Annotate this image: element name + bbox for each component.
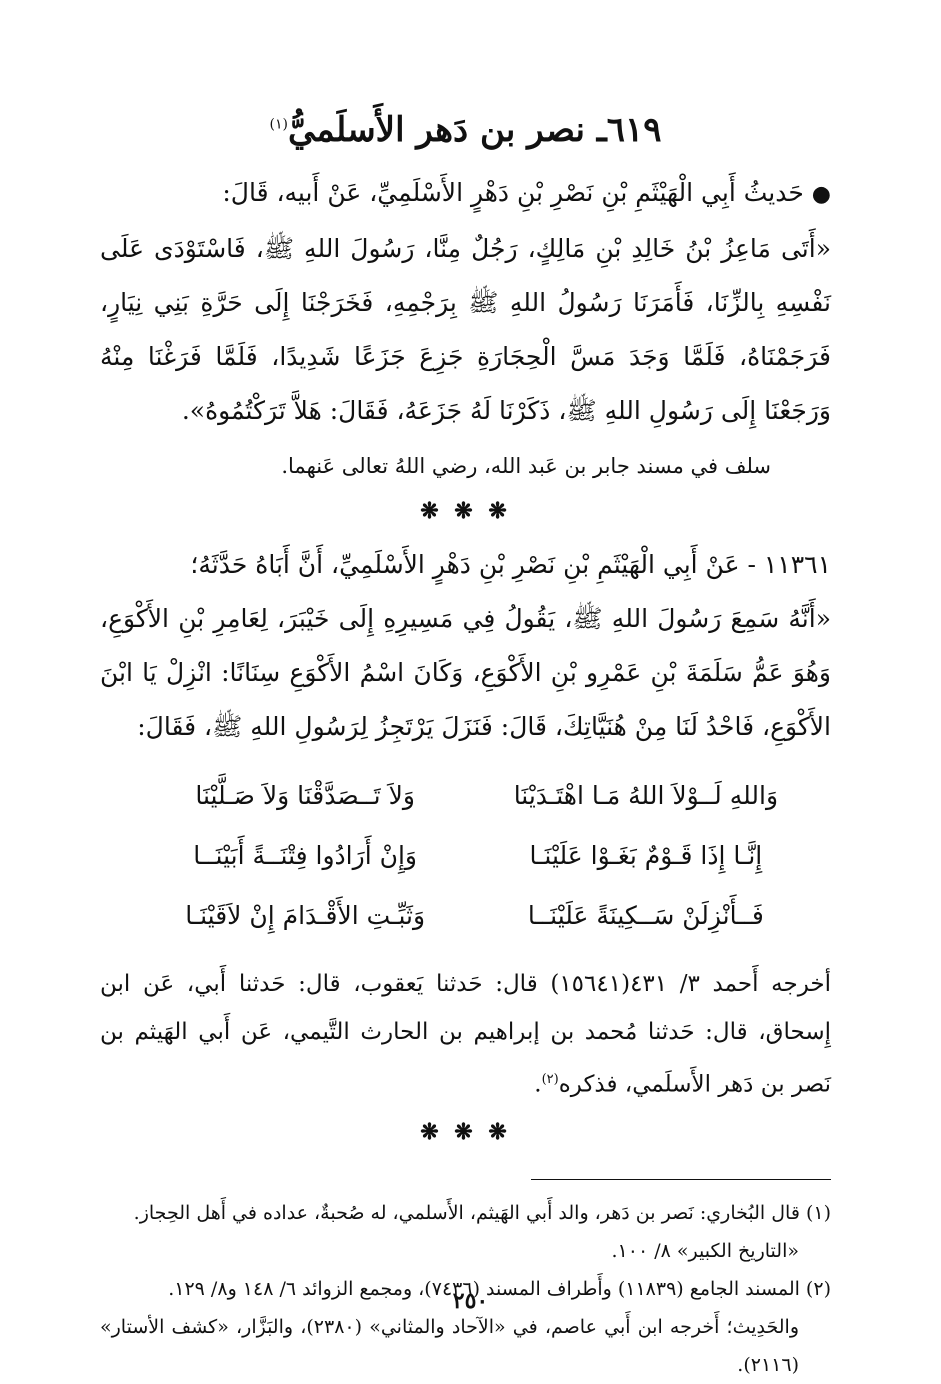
poem-verse — [100, 826, 831, 886]
poem-verse — [100, 766, 831, 826]
hadith-intro-text: عَنْ أَبِي الْهَيْثَمِ بْنِ نَصْرِ بْنِ دَهْرٍ الأَسْلَمِيِّ، أَنَّ أَبَاهُ حَدَّثَهُ؛ — [190, 550, 740, 580]
bullet-icon: ● — [811, 182, 831, 208]
takhrij-end: . — [534, 1071, 542, 1098]
takhrij-footnote-ref: (٢) — [541, 1072, 559, 1088]
page-number: ٢٥٠ — [452, 1288, 489, 1314]
title-footnote-ref: (١) — [269, 116, 288, 133]
hadith-number: ١١٣٦١ - — [747, 550, 831, 580]
poem-verse — [100, 886, 831, 946]
section-separator: ❋ ❋ ❋ — [420, 498, 511, 525]
footnote-2-continuation: والحَدِيث؛ أَخرجه ابن أَبي عاصم، في «الآحاد والمثاني» (٢٣٨٠)، والبَزَّار، «كشف الأستار» (٢١١٦). — [100, 1315, 799, 1376]
poem-second-hemistich: وَثَبِّـتِ الأَقْـدَامَ إِنْ لاَقَيْنَـا — [185, 901, 426, 931]
takhrij-body: أخرجه أَحمد ٣/ ٤٣١(١٥٦٤١) قال: حَدثنا يَعقوب، قال: حَدثنا أَبي، عَن ابن إِسحاق، قال: حَدثنا مُحمد بن إبراهيم بن الحارث التَّيمي، عَن أَبي الهَيثم بن نَصر بن دَهر الأَسلَمي، فذكره — [100, 971, 831, 1098]
poem-first-hemistich: إِنَّـا إِذَا قَـوْمٌ بَغَـوْا عَلَيْنَـا — [529, 841, 763, 871]
poem-second-hemistich: وَإِنْ أَرَادُوا فِتْنَــةً أَبَيْنَــا — [193, 841, 417, 871]
section-separator: ❋ ❋ ❋ — [420, 1118, 511, 1145]
entry-title-text: ٦١٩ـ نصر بن دَهر الأَسلَميُّ — [287, 110, 662, 150]
footnote-1-continuation: «التاريخ الكبير» ٨/ ١٠٠. — [611, 1239, 799, 1262]
footnote-divider — [531, 1179, 831, 1180]
takhrij-text — [100, 960, 831, 1109]
cross-reference-note: سلف في مسند جابر بن عَبد الله، رضي اللهُ تعالى عَنهما. — [281, 454, 771, 479]
poem — [100, 766, 831, 946]
hadith-text: «أَنَّهُ سَمِعَ رَسُولَ اللهِ ﷺ، يَقُولُ فِي مَسِيرِهِ إِلَى خَيْبَرَ، لِعَامِرِ بْنِ الأَكْوَعِ، وَهُوَ عَمُّ سَلَمَةَ بْنِ عَمْرِو بْنِ الأَكْوَعِ، وَكَانَ اسْمُ الأَكْوَعِ سِنَانًا: انْزِلْ يَا ابْنَ الأَكْوَعِ، فَاحْدُ لَنَا مِنْ هُنَيَّاتِكَ، قَالَ: فَنَزَلَ يَرْتَجِزُ لِرَسُولِ اللهِ ﷺ، فَقَالَ: — [100, 604, 831, 742]
hadith-text: «أَتَى مَاعِزُ بْنُ خَالِدِ بْنِ مَالِكٍ، رَجُلٌ مِنَّا، رَسُولَ اللهِ ﷺ، فَاسْتَوْدَى عَلَى نَفْسِهِ بِالزِّنَا، فَأَمَرَنَا رَسُولُ اللهِ ﷺ بِرَجْمِهِ، فَخَرَجْنَا إِلَى حَرَّةِ بَنِي نِيَارٍ، فَرَجَمْنَاهُ، فَلَمَّا وَجَدَ مَسَّ الْحِجَارَةِ جَزِعَ جَزَعًا شَدِيدًا، فَلَمَّا فَرَغْنَا مِنْهُ وَرَجَعْنَا إِلَى رَسُولِ اللهِ ﷺ، ذَكَرْنَا لَهُ جَزَعَهُ، فَقَالَ: هَلاَّ تَرَكْتُمُوهُ». — [100, 234, 831, 426]
hadith-intro — [100, 166, 831, 222]
poem-first-hemistich: فَــأَنْزِلَنْ سَــكِينَةً عَلَيْنَــا — [527, 901, 764, 931]
hadith-intro-text: حَديثُ أَبِي الْهَيْثَمِ بْنِ نَصْرِ بْنِ دَهْرٍ الأَسْلَمِيِّ، عَنْ أَبيه، قَالَ: — [222, 178, 804, 208]
entry-title — [100, 108, 831, 152]
poem-second-hemistich: وَلاَ تَــصَدَّقْنَا وَلاَ صَـلَّيْنَا — [195, 781, 415, 811]
hadith-intro — [100, 538, 831, 592]
footnote-2: (٢) المسند الجامع (١١٨٣٩) وأَطراف المسند (٧٤٣٦)، ومجمع الزوائد ٦/ ١٤٨ و٨/ ١٢٩. — [168, 1277, 831, 1300]
poem-first-hemistich: وَاللهِ لَــوْلاَ اللهُ مَـا اهْتَـدَيْنَا — [513, 781, 779, 811]
footnote-1: (١) قال البُخاري: نَصر بن دَهر، والد أَبي الهَيثم، الأَسلمي، له صُحبةٌ، عداده في أَهل الحِجاز. — [133, 1201, 831, 1224]
